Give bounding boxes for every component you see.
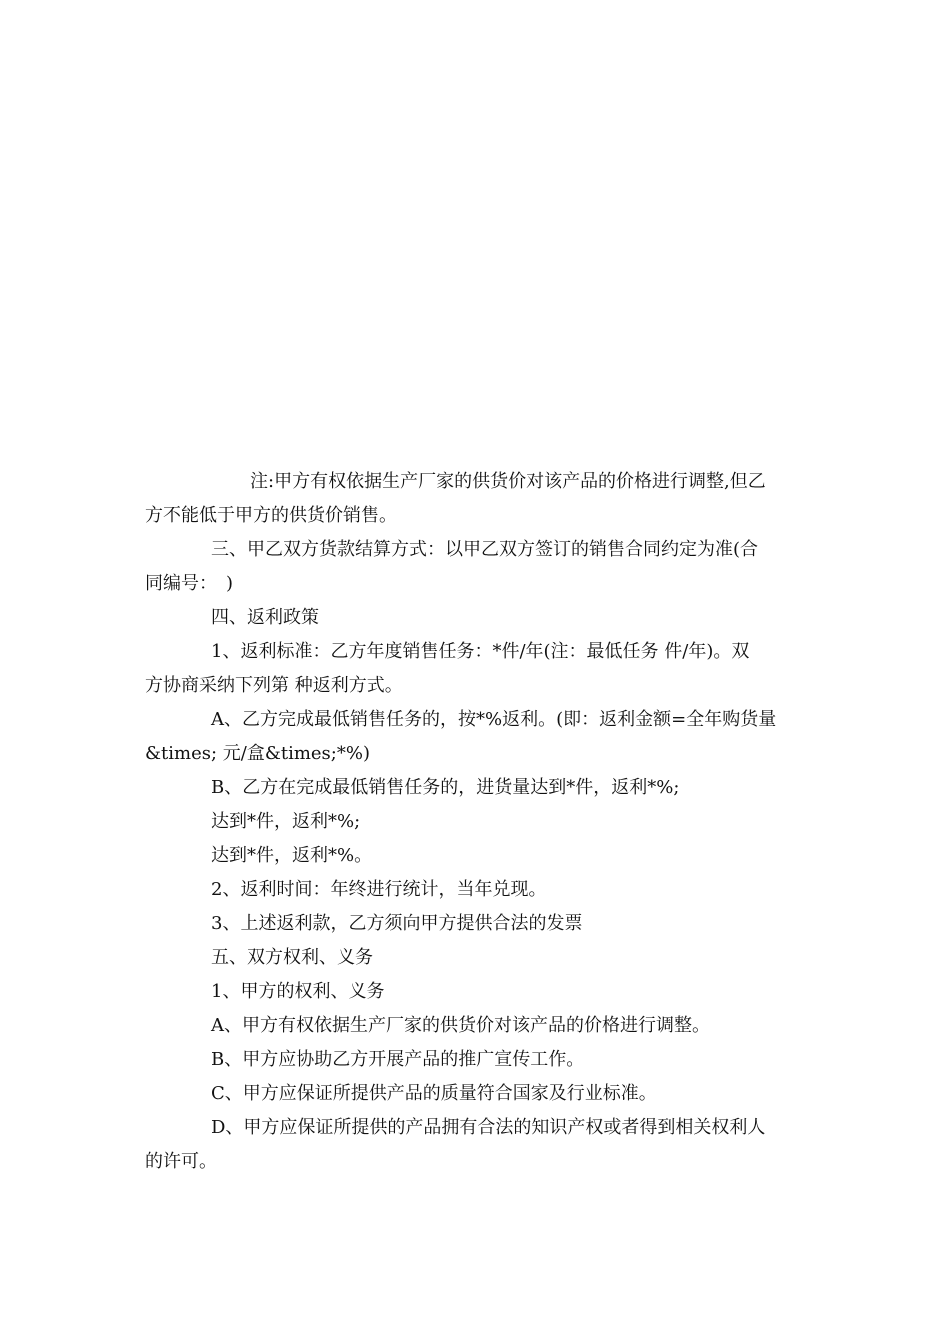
paragraph-party-a-item-d-line2: 的许可。 [145, 1151, 217, 1172]
paragraph-note-line1: 注:甲方有权依据生产厂家的供货价对该产品的价格进行调整,但乙 [250, 471, 766, 492]
paragraph-section3-line1: 三、甲乙双方货款结算方式：以甲乙双方签订的销售合同约定为准(合 [211, 539, 759, 560]
paragraph-option-a-line1: A、乙方完成最低销售任务的，按*%返利。(即：返利金额=全年购货量 [211, 709, 777, 730]
paragraph-rebate-time: 2、返利时间：年终进行统计，当年兑现。 [211, 879, 547, 900]
paragraph-section3-line2: 同编号： ) [145, 573, 234, 594]
paragraph-option-b-line1: B、乙方在完成最低销售任务的，进货量达到*件，返利*%; [211, 777, 680, 798]
paragraph-option-b-line3: 达到*件，返利*%。 [211, 845, 373, 866]
heading-section4: 四、返利政策 [211, 607, 319, 628]
paragraph-rebate-standard-line1: 1、返利标准：乙方年度销售任务：*件/年(注：最低任务 件/年)。双 [211, 641, 750, 662]
paragraph-party-a-item-d-line1: D、甲方应保证所提供的产品拥有合法的知识产权或者得到相关权利人 [211, 1117, 766, 1138]
paragraph-party-a-item-a: A、甲方有权依据生产厂家的供货价对该产品的价格进行调整。 [211, 1015, 710, 1036]
paragraph-option-a-line2: &times; 元/盒&times;*%) [145, 743, 370, 764]
paragraph-note-line2: 方不能低于甲方的供货价销售。 [145, 505, 397, 526]
heading-section5: 五、双方权利、义务 [211, 947, 373, 968]
paragraph-party-a-item-b: B、甲方应协助乙方开展产品的推广宣传工作。 [211, 1049, 585, 1070]
document-body [145, 465, 805, 1179]
paragraph-option-b-line2: 达到*件，返利*%; [211, 811, 361, 832]
paragraph-rebate-standard-line2: 方协商采纳下列第 种返利方式。 [145, 675, 403, 696]
heading-party-a-rights: 1、甲方的权利、义务 [211, 981, 385, 1002]
paragraph-rebate-invoice: 3、上述返利款，乙方须向甲方提供合法的发票 [211, 913, 583, 934]
paragraph-party-a-item-c: C、甲方应保证所提供产品的质量符合国家及行业标准。 [211, 1083, 657, 1104]
